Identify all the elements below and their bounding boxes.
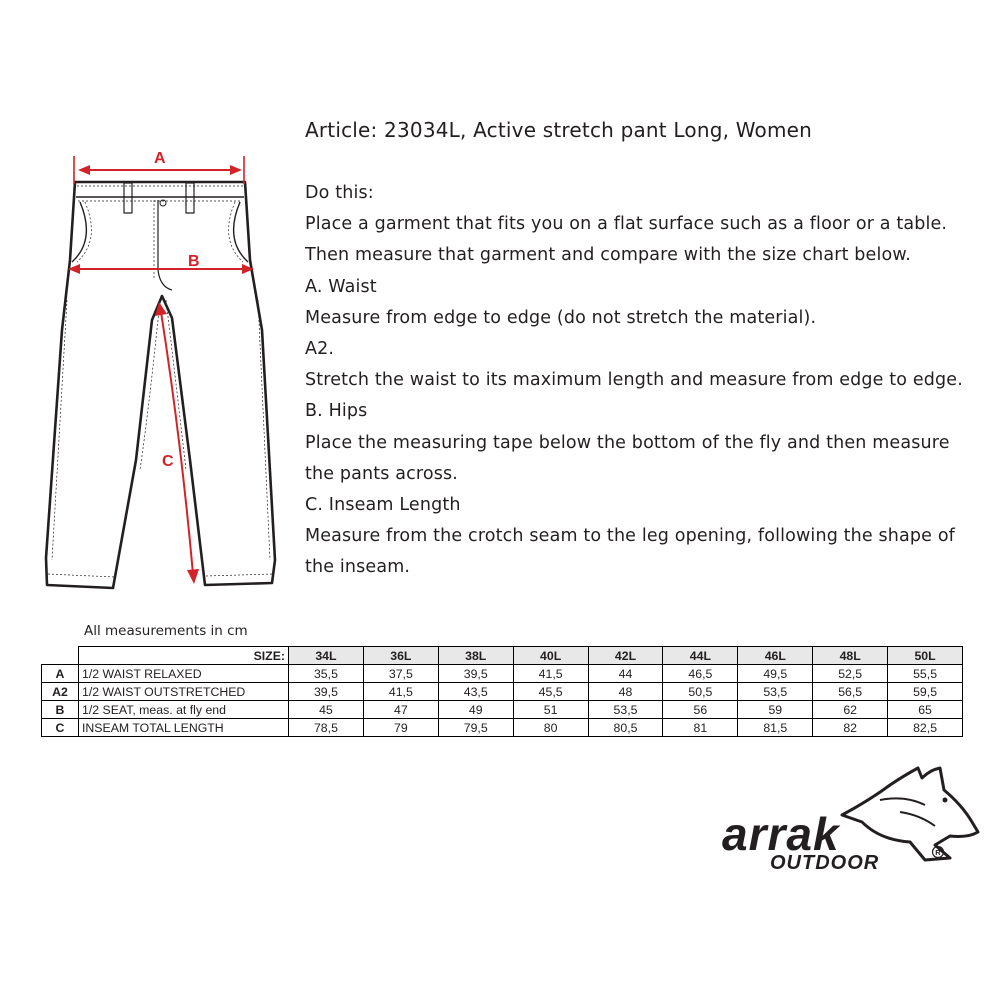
table-cell: 80: [513, 719, 588, 737]
table-cell: 47: [363, 701, 438, 719]
size-header: 46L: [738, 647, 813, 665]
row-code: B: [42, 701, 79, 719]
table-cell: 41,5: [513, 665, 588, 683]
table-cell: 49: [438, 701, 513, 719]
row-code: A: [42, 665, 79, 683]
table-cell: 65: [888, 701, 963, 719]
table-cell: 49,5: [738, 665, 813, 683]
waist-stretched-text: Stretch the waist to its maximum length and measure from edge to edge.: [305, 370, 963, 391]
table-cell: 39,5: [438, 665, 513, 683]
label-b: B: [188, 253, 200, 270]
row-label: 1/2 SEAT, meas. at fly end: [79, 701, 289, 719]
row-code: C: [42, 719, 79, 737]
table-cell: 59,5: [888, 683, 963, 701]
hips-heading: B. Hips: [305, 401, 368, 422]
label-a: A: [154, 150, 166, 167]
size-header: 44L: [663, 647, 738, 665]
table-row: [42, 683, 963, 701]
inseam-text: Measure from the crotch seam to the leg opening, following the shape of the inseam.: [305, 526, 955, 578]
table-cell: 45,5: [513, 683, 588, 701]
table-row: [42, 701, 963, 719]
table-cell: 79: [363, 719, 438, 737]
intro-heading: Do this:: [305, 183, 374, 203]
measuring-instructions: [305, 178, 975, 584]
logo-sub: OUTDOOR: [770, 852, 880, 874]
label-c: C: [162, 453, 174, 470]
table-row: [42, 665, 963, 683]
table-header-row: [42, 647, 963, 665]
size-header: 42L: [588, 647, 663, 665]
table-cell: 53,5: [588, 701, 663, 719]
inseam-heading: C. Inseam Length: [305, 495, 461, 516]
table-cell: 37,5: [363, 665, 438, 683]
table-cell: 82,5: [888, 719, 963, 737]
size-header: 50L: [888, 647, 963, 665]
registered-mark-letter: R: [935, 848, 941, 857]
table-cell: 81,5: [738, 719, 813, 737]
pants-measurement-diagram: [40, 140, 300, 600]
waist-text: Measure from edge to edge (do not stretch the material).: [305, 307, 817, 328]
arrak-outdoor-logo: [718, 760, 988, 880]
measurement-units-note: All measurements in cm: [84, 623, 248, 639]
table-cell: 52,5: [813, 665, 888, 683]
row-code: A2: [42, 683, 79, 701]
table-cell: 35,5: [289, 665, 364, 683]
table-cell: 44: [588, 665, 663, 683]
size-header: 40L: [513, 647, 588, 665]
table-cell: 56: [663, 701, 738, 719]
row-label: 1/2 WAIST OUTSTRETCHED: [79, 683, 289, 701]
table-cell: 78,5: [289, 719, 364, 737]
intro-line-1: Place a garment that fits you on a flat surface such as a floor or a table.: [305, 214, 948, 235]
article-title: Article: 23034L, Active stretch pant Long, Women: [305, 118, 813, 142]
table-cell: 46,5: [663, 665, 738, 683]
size-chart-table: [41, 646, 963, 737]
table-cell: 39,5: [289, 683, 364, 701]
table-cell: 56,5: [813, 683, 888, 701]
table-cell: 48: [588, 683, 663, 701]
waist-stretched-heading: A2.: [305, 339, 335, 360]
table-cell: 53,5: [738, 683, 813, 701]
table-cell: 62: [813, 701, 888, 719]
size-header: 38L: [438, 647, 513, 665]
table-row: [42, 719, 963, 737]
table-cell: 81: [663, 719, 738, 737]
waist-heading: A. Waist: [305, 276, 377, 297]
size-header: 48L: [813, 647, 888, 665]
size-label: SIZE:: [79, 647, 289, 665]
size-header: 34L: [289, 647, 364, 665]
logo-brand: arrak: [722, 808, 840, 860]
table-cell: 55,5: [888, 665, 963, 683]
row-label: INSEAM TOTAL LENGTH: [79, 719, 289, 737]
table-cell: 82: [813, 719, 888, 737]
intro-line-2: Then measure that garment and compare with the size chart below.: [305, 245, 911, 266]
table-cell: 79,5: [438, 719, 513, 737]
table-cell: 59: [738, 701, 813, 719]
table-cell: 43,5: [438, 683, 513, 701]
table-cell: 80,5: [588, 719, 663, 737]
hips-text: Place the measuring tape below the bottom of the fly and then measure the pants across.: [305, 432, 950, 484]
table-cell: 45: [289, 701, 364, 719]
table-cell: 51: [513, 701, 588, 719]
table-cell: 41,5: [363, 683, 438, 701]
size-header: 36L: [363, 647, 438, 665]
table-cell: 50,5: [663, 683, 738, 701]
row-label: 1/2 WAIST RELAXED: [79, 665, 289, 683]
